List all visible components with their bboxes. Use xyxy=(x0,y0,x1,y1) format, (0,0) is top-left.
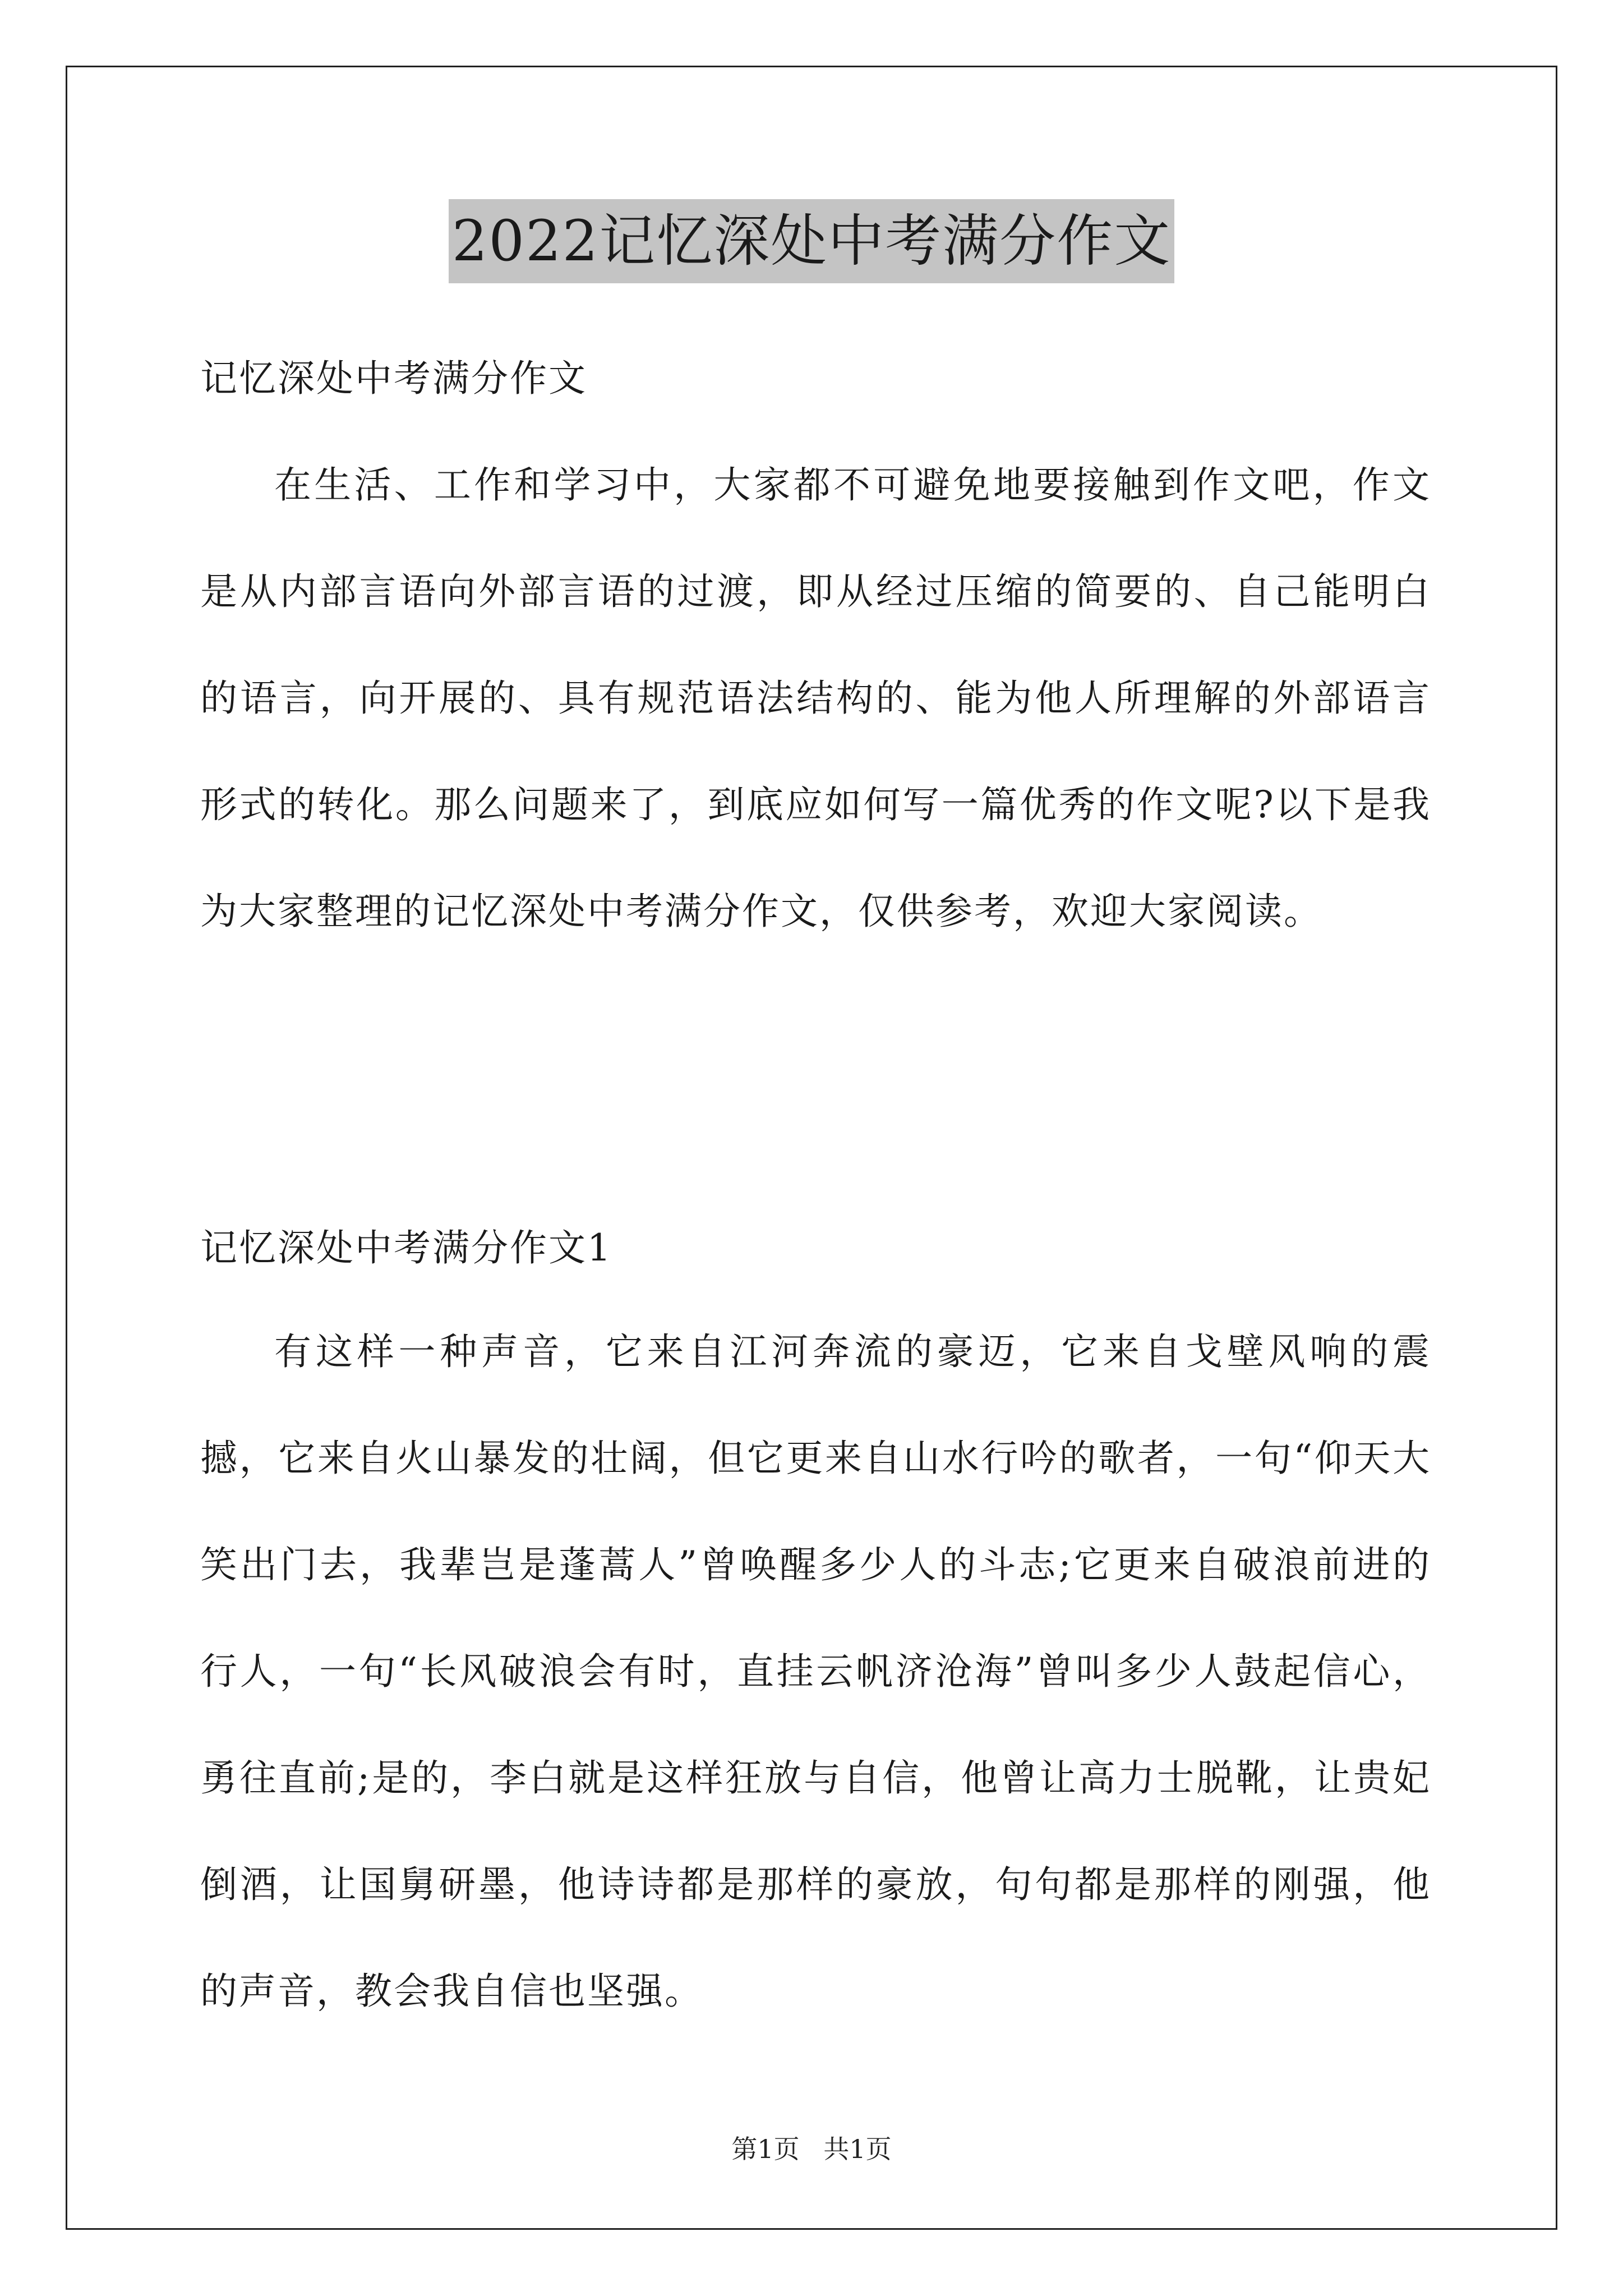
document-title-text: 2022记忆深处中考满分作文 xyxy=(449,199,1175,283)
document-title xyxy=(0,199,1623,300)
section-body xyxy=(200,1299,1431,2045)
section-paragraph: 有这样一种声音，它来自江河奔流的豪迈，它来自戈壁风响的震撼，它来自火山暴发的壮阔，但它更来自山水行吟的歌者，一句“仰天大笑出门去，我辈岂是蓬蒿人”曾唤醒多少人的斗志;它更来自破浪前进的行人，一句“长风破浪会有时，直挂云帆济沧海”曾叫多少人鼓起信心，勇往直前;是的，李白就是这样狂放与自信，他曾让高力士脱靴，让贵妃倒酒，让国舅研墨，他诗诗都是那样的豪放，句句都是那样的刚强，他的声音，教会我自信也坚强。 xyxy=(200,1330,1431,2013)
page-number: 第1页 xyxy=(731,2134,800,2164)
section-heading: 记忆深处中考满分作文1 xyxy=(200,1226,612,1269)
document-subtitle: 记忆深处中考满分作文 xyxy=(200,357,587,400)
intro-paragraph: 在生活、工作和学习中，大家都不可避免地要接触到作文吧，作文是从内部言语向外部言语的过渡，即从经过压缩的简要的、自己能明白的语言，向开展的、具有规范语法结构的、能为他人所理解的外部语言形式的转化。那么问题来了，到底应如何写一篇优秀的作文呢?以下是我为大家整理的记忆深处中考满分作文，仅供参考，欢迎大家阅读。 xyxy=(200,463,1431,933)
page-footer xyxy=(0,2129,1623,2166)
page-total: 共1页 xyxy=(823,2134,892,2164)
intro-section xyxy=(200,432,1431,965)
